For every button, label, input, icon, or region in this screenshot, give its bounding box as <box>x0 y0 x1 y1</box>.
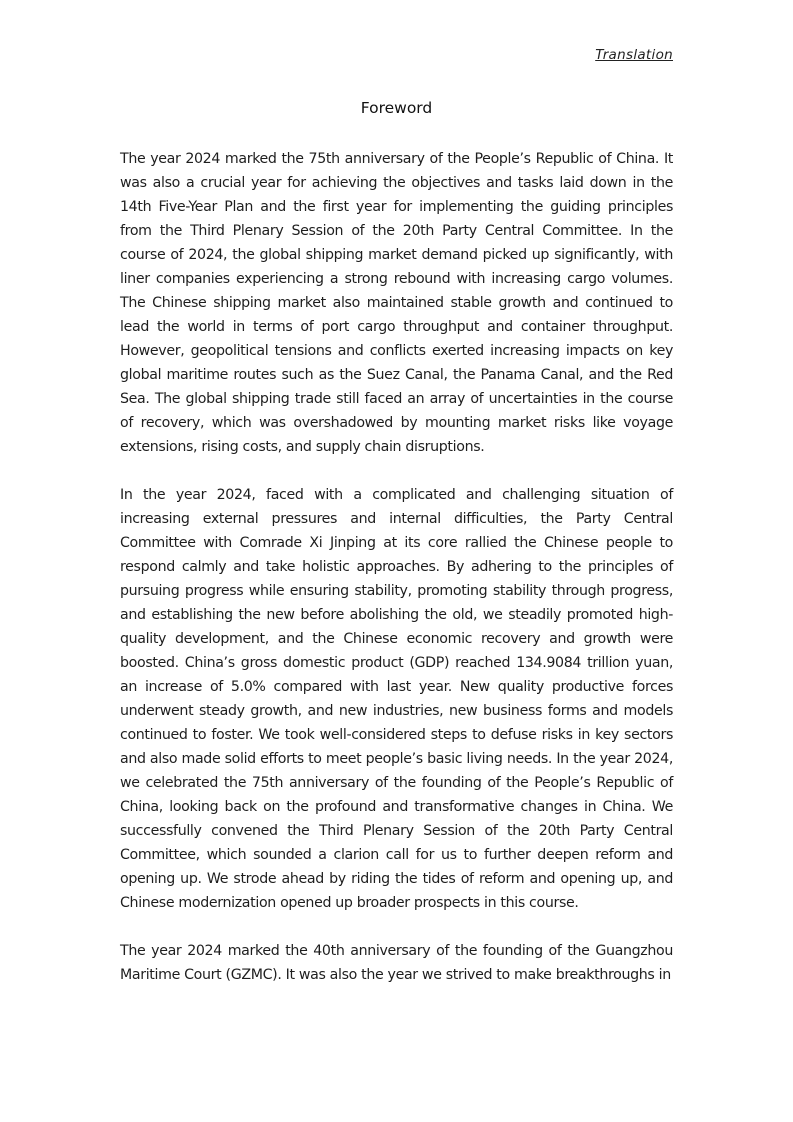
paragraph-1: The year 2024 marked the 75th anniversary of the People’s Republic of China. It was also a crucial year for achieving the objectives and tasks laid down in the 14th Five-Year Plan and the first year for implementing the guiding principles from the Third Plenary Session of the 20th Party Central Committee. In the course of 2024, the global shipping market demand picked up significantly, with liner companies experiencing a strong rebound with increasing cargo volumes. The Chinese shipping market also maintained stable growth and continued to lead the world in terms of port cargo throughput and container throughput. However, geopolitical tensions and conflicts exerted increasing impacts on key global maritime routes such as the Suez Canal, the Panama Canal, and the Red Sea. The global shipping trade still faced an array of uncertainties in the course of recovery, which was overshadowed by mounting market risks like voyage extensions, rising costs, and supply chain disruptions. <box>120 151 673 455</box>
paragraph-3: The year 2024 marked the 40th anniversary of the founding of the Guangzhou Maritime Court (GZMC). It was also the year we strived to make breakthroughs in <box>120 943 673 983</box>
translation-note: Translation <box>595 47 673 63</box>
paragraph-2: In the year 2024, faced with a complicated and challenging situation of increasing external pressures and internal difficulties, the Party Central Committee with Comrade Xi Jinping at its core rallied the Chinese people to respond calmly and take holistic approaches. By adhering to the principles of pursuing progress while ensuring stability, promoting stability through progress, and establishing the new before abolishing the old, we steadily promoted high-quality development, and the Chinese economic recovery and growth were boosted. China’s gross domestic product (GDP) reached 134.9084 trillion yuan, an increase of 5.0% compared with last year. New quality productive forces underwent steady growth, and new industries, new business forms and models continued to foster. We took well-considered steps to defuse risks in key sectors and also made solid efforts to meet people’s basic living needs. In the year 2024, we celebrated the 75th anniversary of the founding of the People’s Republic of China, looking back on the profound and transformative changes in China. We successfully convened the Third Plenary Session of the 20th Party Central Committee, which sounded a clarion call for us to further deepen reform and opening up. We strode ahead by riding the tides of reform and opening up, and Chinese modernization opened up broader prospects in this course. <box>120 487 673 911</box>
document-body <box>120 147 673 1011</box>
page-title: Foreword <box>360 99 433 117</box>
